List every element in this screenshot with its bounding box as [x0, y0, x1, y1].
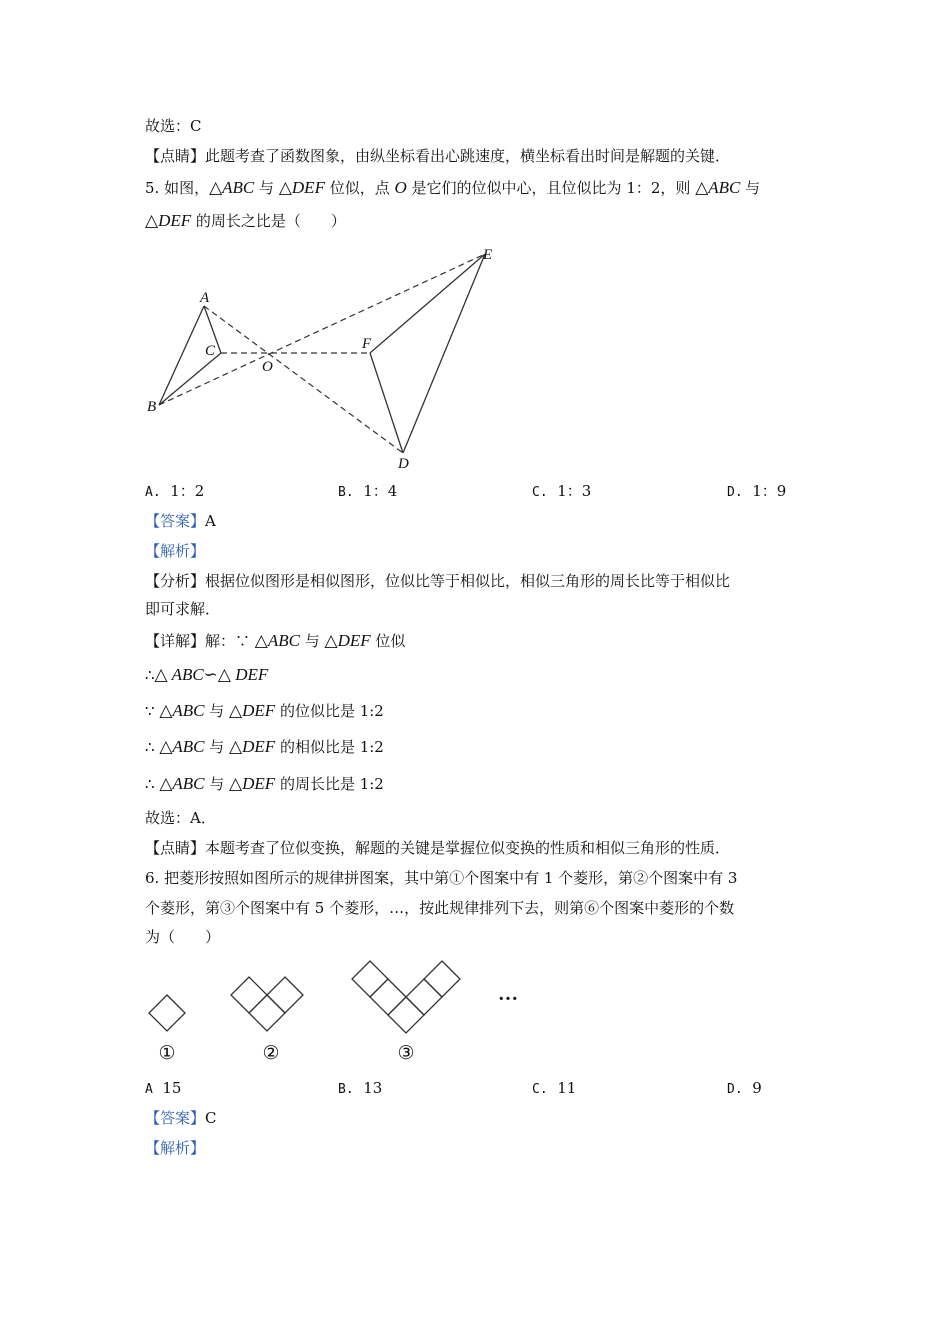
q6-option-d[interactable]: D. 9 — [727, 1079, 762, 1097]
q5-detail-tag: 【详解】 — [145, 632, 206, 650]
q5-stem-part2: 是它们的位似中心，且位似比为 1：2，则 — [406, 179, 696, 197]
q5-fenxi-line1 — [145, 570, 730, 592]
q5-with: 与 — [254, 179, 279, 197]
q5-choose: 故选：A． — [145, 809, 216, 827]
q5-stem-part1: 位似，点 — [324, 179, 395, 197]
label-f: F — [362, 336, 372, 352]
q5-note-line — [145, 837, 730, 859]
q6-analysis-tag: 【解析】 — [145, 1139, 206, 1157]
segment-bc — [159, 353, 221, 405]
q6-option-a[interactable]: A 15 — [145, 1079, 182, 1097]
segment-de — [403, 254, 485, 453]
q5-stem-part3: 与 — [740, 179, 761, 197]
q6-rhombus-patterns — [140, 955, 540, 1070]
q6-option-c[interactable]: C. 11 — [532, 1079, 577, 1097]
q5-fenxi-tag: 【分析】 — [145, 572, 206, 590]
label-a: A — [200, 290, 210, 306]
q5-step2: ∴△ ABC∽△ DEF — [145, 665, 269, 684]
pattern-1-rhombus — [149, 995, 185, 1031]
q5-answer-tag: 【答案】 — [145, 512, 206, 530]
q5-stem-part4: 的周长之比是（ ） — [191, 212, 346, 230]
q5-option-a[interactable]: A. 1：2 — [145, 482, 205, 500]
q5-fenxi-line2 — [145, 598, 220, 620]
segment-fd — [370, 353, 403, 453]
prev-note-text: 此题考查了函数图象，由纵坐标看出心跳速度，横坐标看出时间是解题的关键． — [205, 147, 731, 165]
q6-stem-line1: 6. 把菱形按照如图所示的规律拼图案，其中第①个图案中有 1 个菱形，第②个图案中有 3 — [145, 869, 738, 887]
prev-choose-line — [145, 115, 201, 137]
prev-note-tag: 【点睛】 — [145, 147, 206, 165]
q5-stem-line1 — [145, 177, 760, 199]
q5-answer: A — [205, 512, 216, 530]
q5-point-o: O — [394, 178, 407, 197]
q6-answer-tag: 【答案】 — [145, 1109, 206, 1127]
q5-analysis-tag: 【解析】 — [145, 542, 206, 560]
label-c: C — [205, 343, 216, 359]
q6-stem-line3: 为（ ） — [145, 928, 221, 946]
label-e: E — [483, 247, 493, 263]
q6-stem-line2: 个菱形，第③个图案中有 5 个菱形，…，按此规律排列下去，则第⑥个图案中菱形的个数 — [145, 899, 735, 917]
prev-note-line — [145, 145, 730, 167]
pattern-3 — [352, 961, 460, 1033]
q5-tri-abc-2: △ABC — [695, 178, 741, 197]
segment-ab — [159, 306, 204, 405]
q5-tri-def: △DEF — [278, 178, 325, 197]
q5-tri-abc: △ABC — [209, 178, 255, 197]
q5-stem-line2 — [145, 210, 346, 232]
dashed-ad — [204, 306, 403, 453]
pattern-2 — [231, 977, 303, 1031]
q5-analysis-line — [145, 540, 205, 562]
q5-note-tag: 【点睛】 — [145, 839, 206, 857]
pattern-label-2: ② — [262, 1043, 280, 1064]
pattern-label-3: ③ — [397, 1043, 415, 1064]
q5-tri-def-2: △DEF — [145, 211, 192, 230]
q6-answer-line — [145, 1107, 217, 1129]
q5-option-c[interactable]: C. 1：3 — [532, 482, 592, 500]
q6-option-b[interactable]: B. 13 — [338, 1079, 383, 1097]
q5-note-text: 本题考查了位似变换，解题的关键是掌握位似变换的性质和相似三角形的性质． — [205, 839, 731, 857]
label-d: D — [398, 456, 409, 472]
prev-choose: 故选：C — [145, 117, 202, 135]
pattern-label-1: ① — [158, 1043, 176, 1064]
q5-step3: ∵ △ABC 与 △DEF 的位似比是 1:2 — [145, 701, 384, 720]
q5-step4: ∴ △ABC 与 △DEF 的相似比是 1:2 — [145, 737, 384, 756]
segment-ef — [370, 254, 485, 353]
q5-fenxi-text1: 根据位似图形是相似图形，位似比等于相似比，相似三角形的周长比等于相似比 — [205, 572, 731, 590]
pattern-ellipsis: … — [498, 983, 518, 1005]
q5-step5: ∴ △ABC 与 △DEF 的周长比是 1:2 — [145, 774, 384, 793]
q6-answer: C — [205, 1109, 217, 1127]
q5-fenxi-text2: 即可求解． — [145, 600, 221, 618]
q5-number: 5. 如图， — [145, 179, 210, 197]
q5-detail-line1: 【详解】解：∵ △ABC 与 △DEF 位似 — [145, 631, 406, 650]
q6-analysis-line — [145, 1137, 205, 1159]
label-b: B — [147, 399, 157, 415]
dashed-be — [159, 254, 485, 405]
q5-option-d[interactable]: D. 1：9 — [727, 482, 787, 500]
q5-option-b[interactable]: B. 1：4 — [338, 482, 398, 500]
label-o: O — [262, 359, 273, 375]
q5-answer-line — [145, 510, 216, 532]
q5-homothety-figure — [140, 240, 510, 475]
